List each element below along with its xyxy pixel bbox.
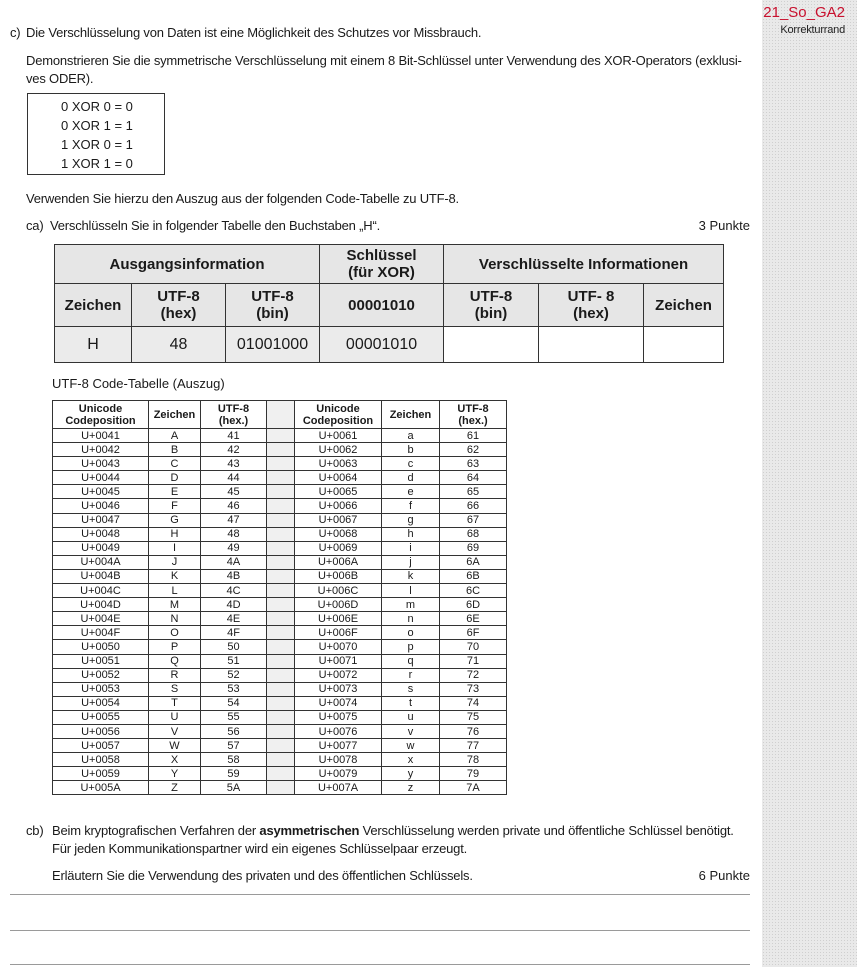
code-cell-unicode: U+0047 <box>53 513 149 527</box>
code-cell-utf8: 51 <box>201 654 267 668</box>
code-table-row <box>53 753 507 767</box>
code-cell-utf8: 70 <box>440 640 507 654</box>
code-table-row <box>53 598 507 612</box>
enc-header-encrypted: Verschlüsselte Informationen <box>444 245 724 284</box>
code-table-spacer <box>267 471 295 485</box>
code-header-utf8: UTF-8 (hex.) <box>201 401 267 429</box>
code-cell-utf8: 55 <box>201 710 267 724</box>
enc-cell-zeichen: H <box>55 327 132 363</box>
code-cell-unicode: U+0074 <box>295 696 382 710</box>
task-c-label: c) <box>10 25 21 40</box>
code-table-row <box>53 555 507 569</box>
code-cell-unicode: U+0068 <box>295 527 382 541</box>
code-cell-zeichen: M <box>149 598 201 612</box>
code-cell-unicode: U+0077 <box>295 739 382 753</box>
code-cell-utf8: 49 <box>201 541 267 555</box>
code-cell-zeichen: A <box>149 429 201 443</box>
code-cell-unicode: U+004C <box>53 584 149 598</box>
code-cell-zeichen: C <box>149 457 201 471</box>
code-cell-unicode: U+004D <box>53 598 149 612</box>
exam-code: 21_So_GA2 <box>763 4 845 21</box>
code-cell-zeichen: q <box>382 654 440 668</box>
task-ca-text: Verschlüsseln Sie in folgender Tabelle den Buchstaben „H“. <box>50 218 380 233</box>
code-cell-zeichen: k <box>382 569 440 583</box>
code-table-row <box>53 485 507 499</box>
code-cell-zeichen: Z <box>149 781 201 795</box>
code-cell-utf8: 67 <box>440 513 507 527</box>
code-cell-utf8: 69 <box>440 541 507 555</box>
code-cell-zeichen: U <box>149 710 201 724</box>
code-cell-zeichen: z <box>382 781 440 795</box>
task-cb-label: cb) <box>26 823 44 838</box>
code-cell-unicode: U+0058 <box>53 753 149 767</box>
task-cb-line1: Beim kryptografischen Verfahren der asymmetrischen Verschlüsselung werden private und öffentliche Schlüssel benötigt. <box>52 823 734 838</box>
code-cell-zeichen: o <box>382 626 440 640</box>
code-cell-unicode: U+0061 <box>295 429 382 443</box>
task-ca-label: ca) <box>26 218 44 233</box>
encryption-table <box>54 244 724 363</box>
code-table-row <box>53 499 507 513</box>
code-cell-zeichen: l <box>382 584 440 598</box>
code-table-row <box>53 654 507 668</box>
xor-rule: 0 XOR 0 = 0 <box>61 99 133 114</box>
code-table-spacer <box>267 668 295 682</box>
code-table-row <box>53 457 507 471</box>
code-table-spacer <box>267 513 295 527</box>
code-cell-zeichen: a <box>382 429 440 443</box>
xor-rule: 1 XOR 1 = 0 <box>61 156 133 171</box>
correction-margin-label: Korrekturrand <box>780 24 845 36</box>
code-cell-utf8: 6B <box>440 569 507 583</box>
code-table-spacer <box>267 781 295 795</box>
enc-header-key: Schlüssel (für XOR) <box>320 245 444 284</box>
code-cell-utf8: 58 <box>201 753 267 767</box>
code-cell-utf8: 7A <box>440 781 507 795</box>
code-cell-unicode: U+005A <box>53 781 149 795</box>
code-cell-unicode: U+0059 <box>53 767 149 781</box>
code-header-unicode: Unicode Codeposition <box>53 401 149 429</box>
enc-cell-hex: 48 <box>132 327 226 363</box>
code-table-spacer <box>267 555 295 569</box>
code-cell-unicode: U+0046 <box>53 499 149 513</box>
code-cell-unicode: U+0055 <box>53 710 149 724</box>
code-cell-zeichen: f <box>382 499 440 513</box>
code-cell-unicode: U+0042 <box>53 443 149 457</box>
code-table-row <box>53 527 507 541</box>
answer-line <box>10 930 750 931</box>
task-c-demo-line2: ves ODER). <box>26 71 94 86</box>
code-cell-zeichen: s <box>382 682 440 696</box>
code-cell-utf8: 56 <box>201 724 267 738</box>
code-table-spacer <box>267 527 295 541</box>
code-cell-utf8: 4A <box>201 555 267 569</box>
code-cell-zeichen: W <box>149 739 201 753</box>
code-cell-utf8: 5A <box>201 781 267 795</box>
xor-rule: 0 XOR 1 = 1 <box>61 118 133 133</box>
code-cell-unicode: U+0063 <box>295 457 382 471</box>
code-cell-unicode: U+007A <box>295 781 382 795</box>
code-table-spacer <box>267 739 295 753</box>
code-cell-utf8: 77 <box>440 739 507 753</box>
code-cell-unicode: U+0076 <box>295 724 382 738</box>
code-table-spacer <box>267 682 295 696</box>
code-cell-zeichen: g <box>382 513 440 527</box>
code-cell-unicode: U+0049 <box>53 541 149 555</box>
code-cell-utf8: 74 <box>440 696 507 710</box>
code-cell-zeichen: K <box>149 569 201 583</box>
code-cell-zeichen: i <box>382 541 440 555</box>
code-cell-zeichen: H <box>149 527 201 541</box>
code-cell-utf8: 63 <box>440 457 507 471</box>
code-header-utf8: UTF-8 (hex.) <box>440 401 507 429</box>
code-cell-zeichen: E <box>149 485 201 499</box>
code-table-spacer <box>267 710 295 724</box>
code-cell-zeichen: L <box>149 584 201 598</box>
code-cell-utf8: 6A <box>440 555 507 569</box>
code-table-spacer <box>267 485 295 499</box>
code-cell-utf8: 78 <box>440 753 507 767</box>
code-header-zeichen: Zeichen <box>382 401 440 429</box>
code-cell-unicode: U+0054 <box>53 696 149 710</box>
code-cell-unicode: U+004A <box>53 555 149 569</box>
code-table-row <box>53 569 507 583</box>
correction-margin <box>762 0 857 967</box>
task-cb-line2: Für jeden Kommunikationspartner wird ein eigenes Schlüsselpaar erzeugt. <box>52 841 468 856</box>
code-cell-zeichen: F <box>149 499 201 513</box>
code-table-row <box>53 767 507 781</box>
code-table-row <box>53 584 507 598</box>
code-cell-unicode: U+0052 <box>53 668 149 682</box>
code-cell-unicode: U+006D <box>295 598 382 612</box>
code-cell-unicode: U+0071 <box>295 654 382 668</box>
code-cell-zeichen: e <box>382 485 440 499</box>
code-table-spacer <box>267 584 295 598</box>
code-table-spacer <box>267 429 295 443</box>
code-cell-utf8: 45 <box>201 485 267 499</box>
code-cell-unicode: U+0065 <box>295 485 382 499</box>
code-cell-utf8: 71 <box>440 654 507 668</box>
code-cell-utf8: 41 <box>201 429 267 443</box>
code-cell-utf8: 48 <box>201 527 267 541</box>
code-cell-utf8: 75 <box>440 710 507 724</box>
code-cell-unicode: U+0050 <box>53 640 149 654</box>
code-table-spacer <box>267 640 295 654</box>
code-cell-zeichen: P <box>149 640 201 654</box>
code-table-spacer <box>267 724 295 738</box>
code-cell-utf8: 61 <box>440 429 507 443</box>
code-cell-utf8: 64 <box>440 471 507 485</box>
code-cell-zeichen: u <box>382 710 440 724</box>
code-cell-unicode: U+0045 <box>53 485 149 499</box>
code-cell-zeichen: t <box>382 696 440 710</box>
code-cell-utf8: 57 <box>201 739 267 753</box>
code-cell-unicode: U+004E <box>53 612 149 626</box>
code-cell-utf8: 68 <box>440 527 507 541</box>
enc-col-out-hex: UTF- 8 (hex) <box>539 284 644 327</box>
task-c-demo-line1: Demonstrieren Sie die symmetrische Verschlüsselung mit einem 8 Bit-Schlüssel unter Verwendung des XOR-Operators (exklusi- <box>26 53 742 68</box>
enc-cell-bin: 01001000 <box>226 327 320 363</box>
code-cell-unicode: U+0041 <box>53 429 149 443</box>
enc-answer-bin[interactable] <box>444 327 539 363</box>
code-cell-zeichen: c <box>382 457 440 471</box>
code-cell-zeichen: G <box>149 513 201 527</box>
code-cell-unicode: U+0048 <box>53 527 149 541</box>
code-cell-utf8: 42 <box>201 443 267 457</box>
code-cell-unicode: U+0057 <box>53 739 149 753</box>
code-cell-utf8: 53 <box>201 682 267 696</box>
code-cell-zeichen: v <box>382 724 440 738</box>
code-cell-zeichen: B <box>149 443 201 457</box>
code-cell-zeichen: T <box>149 696 201 710</box>
code-cell-utf8: 54 <box>201 696 267 710</box>
code-cell-utf8: 6C <box>440 584 507 598</box>
utf8-code-table <box>52 400 507 795</box>
code-cell-unicode: U+0070 <box>295 640 382 654</box>
code-cell-unicode: U+0051 <box>53 654 149 668</box>
code-table-row <box>53 640 507 654</box>
code-table-row <box>53 513 507 527</box>
enc-cell-key: 00001010 <box>320 327 444 363</box>
code-table-row <box>53 541 507 555</box>
code-cell-utf8: 50 <box>201 640 267 654</box>
code-cell-zeichen: b <box>382 443 440 457</box>
code-table-spacer <box>267 767 295 781</box>
code-cell-unicode: U+006E <box>295 612 382 626</box>
code-table-spacer <box>267 457 295 471</box>
code-table-row <box>53 682 507 696</box>
code-cell-zeichen: p <box>382 640 440 654</box>
code-header-unicode: Unicode Codeposition <box>295 401 382 429</box>
code-header-zeichen: Zeichen <box>149 401 201 429</box>
code-cell-utf8: 52 <box>201 668 267 682</box>
code-cell-utf8: 65 <box>440 485 507 499</box>
code-cell-unicode: U+0075 <box>295 710 382 724</box>
code-cell-unicode: U+006C <box>295 584 382 598</box>
code-cell-unicode: U+0044 <box>53 471 149 485</box>
code-cell-unicode: U+0069 <box>295 541 382 555</box>
code-cell-utf8: 6D <box>440 598 507 612</box>
code-cell-zeichen: h <box>382 527 440 541</box>
enc-answer-zeichen[interactable] <box>644 327 724 363</box>
answer-line <box>10 894 750 895</box>
code-cell-utf8: 4D <box>201 598 267 612</box>
code-table-row <box>53 710 507 724</box>
code-cell-zeichen: Y <box>149 767 201 781</box>
code-table-row <box>53 471 507 485</box>
use-table-text: Verwenden Sie hierzu den Auszug aus der folgenden Code-Tabelle zu UTF-8. <box>26 191 459 206</box>
code-table-row <box>53 724 507 738</box>
code-cell-zeichen: w <box>382 739 440 753</box>
task-cb-task: Erläutern Sie die Verwendung des privaten und des öffentlichen Schlüssels. <box>52 868 473 883</box>
code-cell-zeichen: n <box>382 612 440 626</box>
code-cell-zeichen: S <box>149 682 201 696</box>
code-table-spacer <box>267 499 295 513</box>
code-cell-utf8: 62 <box>440 443 507 457</box>
code-cell-utf8: 79 <box>440 767 507 781</box>
code-cell-unicode: U+006B <box>295 569 382 583</box>
code-table-spacer <box>267 654 295 668</box>
code-cell-utf8: 4B <box>201 569 267 583</box>
code-cell-zeichen: V <box>149 724 201 738</box>
code-cell-zeichen: j <box>382 555 440 569</box>
xor-truth-table <box>27 93 165 175</box>
code-table-spacer <box>267 443 295 457</box>
answer-line <box>10 964 750 965</box>
code-table-row <box>53 781 507 795</box>
code-cell-unicode: U+0062 <box>295 443 382 457</box>
enc-header-source: Ausgangsinformation <box>55 245 320 284</box>
code-table-row <box>53 443 507 457</box>
enc-col-key: 00001010 <box>320 284 444 327</box>
code-cell-zeichen: d <box>382 471 440 485</box>
code-cell-unicode: U+0053 <box>53 682 149 696</box>
xor-rule: 1 XOR 0 = 1 <box>61 137 133 152</box>
code-cell-zeichen: m <box>382 598 440 612</box>
code-cell-zeichen: O <box>149 626 201 640</box>
code-cell-utf8: 6E <box>440 612 507 626</box>
code-cell-utf8: 66 <box>440 499 507 513</box>
code-cell-zeichen: D <box>149 471 201 485</box>
code-table-spacer <box>267 612 295 626</box>
code-cell-utf8: 43 <box>201 457 267 471</box>
enc-col-out-bin: UTF-8 (bin) <box>444 284 539 327</box>
code-cell-utf8: 46 <box>201 499 267 513</box>
code-cell-zeichen: X <box>149 753 201 767</box>
code-cell-unicode: U+0073 <box>295 682 382 696</box>
code-table-spacer <box>267 753 295 767</box>
enc-col-zeichen: Zeichen <box>55 284 132 327</box>
code-cell-zeichen: Q <box>149 654 201 668</box>
code-table-spacer <box>267 541 295 555</box>
code-table-caption: UTF-8 Code-Tabelle (Auszug) <box>52 376 225 391</box>
code-cell-utf8: 76 <box>440 724 507 738</box>
code-cell-zeichen: r <box>382 668 440 682</box>
task-ca-points: 3 Punkte <box>698 218 750 233</box>
enc-answer-hex[interactable] <box>539 327 644 363</box>
code-table-row <box>53 626 507 640</box>
enc-col-utf8-hex: UTF-8 (hex) <box>132 284 226 327</box>
code-cell-utf8: 73 <box>440 682 507 696</box>
code-cell-unicode: U+0072 <box>295 668 382 682</box>
code-table-spacer <box>267 696 295 710</box>
code-cell-zeichen: y <box>382 767 440 781</box>
code-cell-utf8: 72 <box>440 668 507 682</box>
enc-col-utf8-bin: UTF-8 (bin) <box>226 284 320 327</box>
code-cell-zeichen: J <box>149 555 201 569</box>
code-cell-zeichen: R <box>149 668 201 682</box>
code-table-row <box>53 668 507 682</box>
code-cell-unicode: U+006A <box>295 555 382 569</box>
code-cell-utf8: 59 <box>201 767 267 781</box>
code-cell-unicode: U+0078 <box>295 753 382 767</box>
code-cell-zeichen: N <box>149 612 201 626</box>
enc-col-out-zeichen: Zeichen <box>644 284 724 327</box>
code-table-row <box>53 696 507 710</box>
code-table-row <box>53 429 507 443</box>
code-cell-utf8: 6F <box>440 626 507 640</box>
code-cell-unicode: U+0043 <box>53 457 149 471</box>
code-cell-unicode: U+006F <box>295 626 382 640</box>
code-cell-utf8: 4E <box>201 612 267 626</box>
task-c-text: Die Verschlüsselung von Daten ist eine Möglichkeit des Schutzes vor Missbrauch. <box>26 25 482 40</box>
code-cell-unicode: U+0067 <box>295 513 382 527</box>
code-cell-utf8: 47 <box>201 513 267 527</box>
code-table-spacer <box>267 401 295 429</box>
task-cb-points: 6 Punkte <box>698 868 750 883</box>
code-table-row <box>53 739 507 753</box>
code-cell-utf8: 44 <box>201 471 267 485</box>
code-cell-utf8: 4F <box>201 626 267 640</box>
code-cell-unicode: U+004F <box>53 626 149 640</box>
code-cell-unicode: U+0079 <box>295 767 382 781</box>
code-table-spacer <box>267 598 295 612</box>
code-table-row <box>53 612 507 626</box>
code-table-spacer <box>267 626 295 640</box>
code-table-spacer <box>267 569 295 583</box>
code-cell-unicode: U+004B <box>53 569 149 583</box>
code-cell-utf8: 4C <box>201 584 267 598</box>
code-cell-unicode: U+0066 <box>295 499 382 513</box>
code-cell-unicode: U+0056 <box>53 724 149 738</box>
code-cell-zeichen: I <box>149 541 201 555</box>
code-cell-unicode: U+0064 <box>295 471 382 485</box>
code-cell-zeichen: x <box>382 753 440 767</box>
